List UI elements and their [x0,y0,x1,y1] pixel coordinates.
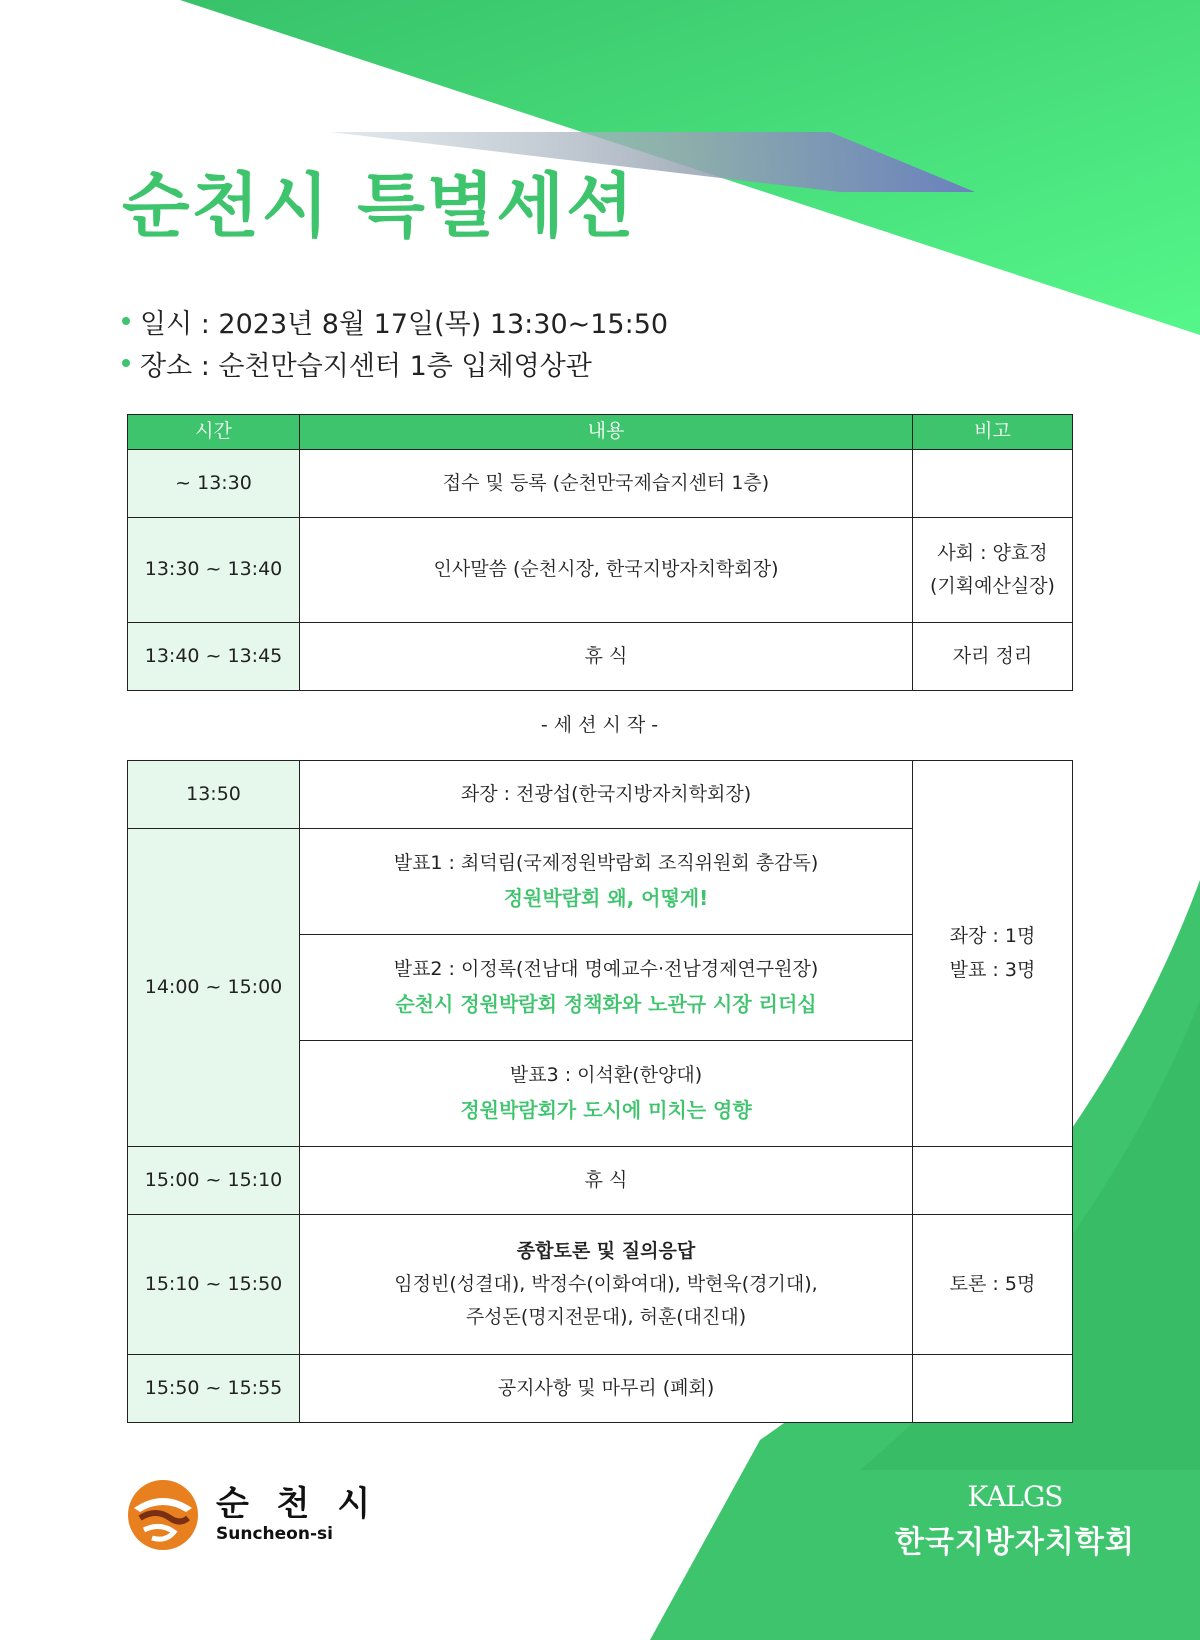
row-note: 자리 정리 [913,623,1073,691]
table-row [128,450,1073,518]
note-line: 발표 : 3명 [949,958,1036,981]
row-time: 13:40 ~ 13:45 [128,623,300,691]
note-line: 사회 : 양효정 [937,541,1048,564]
pre-session-table [127,414,1073,691]
suncheon-emblem-icon [126,1478,200,1552]
suncheon-logo [126,1478,378,1552]
discussion-panel: 임정빈(성결대), 박정수(이화여대), 박현욱(경기대), [394,1272,818,1295]
row-time: 15:00 ~ 15:10 [128,1147,300,1215]
presentation-speaker: 발표2 : 이정록(전남대 명예교수·전남경제연구원장) [393,958,819,981]
row-time: 14:00 ~ 15:00 [128,829,300,1147]
note-line: (기획예산실장) [930,575,1055,597]
presentation-speaker: 발표3 : 이석환(한양대) [509,1064,703,1087]
note-line: 좌장 : 1명 [949,925,1036,948]
table-row [128,1147,1073,1215]
row-time: 13:30 ~ 13:40 [128,518,300,623]
session-table [127,760,1073,1423]
kalgs-logo [895,1480,1135,1561]
table-row [128,1355,1073,1423]
info-date [122,300,668,342]
row-note [913,1147,1073,1215]
discussion-title: 종합토론 및 질의응답 [516,1239,696,1262]
row-time: 15:10 ~ 15:50 [128,1215,300,1355]
table-row [128,761,1073,829]
suncheon-name-ko: 순 천 시 [216,1484,379,1525]
presentation-cell [300,829,913,935]
row-note [913,761,1073,1147]
presentation-topic: 정원박람회가 도시에 미치는 영향 [460,1097,752,1122]
row-time: 13:50 [128,761,300,829]
discussion-panel: 주성돈(명지전문대), 허훈(대진대) [465,1306,747,1329]
bullet-icon [122,317,130,325]
page-title: 순천시 특별세션 [122,165,636,247]
discussion-cell [300,1215,913,1355]
presentation-cell [300,935,913,1041]
table-header-row [128,415,1073,450]
row-time: 15:50 ~ 15:55 [128,1355,300,1423]
presentation-topic: 순천시 정원박람회 정책화와 노관규 시장 리더십 [395,991,817,1016]
row-content: 접수 및 등록 (순천만국제습지센터 1층) [300,450,913,518]
society-name: 한국지방자치학회 [895,1525,1135,1560]
info-date-text: 일시 : 2023년 8월 17일(목) 13:30~15:50 [140,308,669,340]
header-note: 비고 [913,415,1073,450]
info-place-text: 장소 : 순천만습지센터 1층 입체영상관 [140,350,592,382]
row-content: 공지사항 및 마무리 (폐회) [300,1355,913,1423]
bullet-icon [122,359,130,367]
row-time: ~ 13:30 [128,450,300,518]
suncheon-name-en: Suncheon-si [216,1523,333,1544]
row-note: 토론 : 5명 [913,1215,1073,1355]
row-content: 휴 식 [300,1147,913,1215]
kalgs-wordmark: KALGS [967,1480,1063,1513]
presentation-cell [300,1041,913,1147]
presentation-speaker: 발표1 : 최덕림(국제정원박람회 조직위원회 총감독) [393,852,819,875]
header-time: 시간 [128,415,300,450]
row-note [913,450,1073,518]
info-place [122,342,668,384]
table-row [128,1215,1073,1355]
row-note [913,518,1073,623]
session-start-divider: - 세 션 시 작 - [540,714,659,736]
table-row [128,518,1073,623]
row-content: 휴 식 [300,623,913,691]
table-row [128,623,1073,691]
header-content: 내용 [300,415,913,450]
event-info [122,300,668,384]
presentation-topic: 정원박람회 왜, 어떻게! [503,885,709,910]
row-content: 인사말씀 (순천시장, 한국지방자치학회장) [300,518,913,623]
row-note [913,1355,1073,1423]
row-content: 좌장 : 전광섭(한국지방자치학회장) [300,761,913,829]
